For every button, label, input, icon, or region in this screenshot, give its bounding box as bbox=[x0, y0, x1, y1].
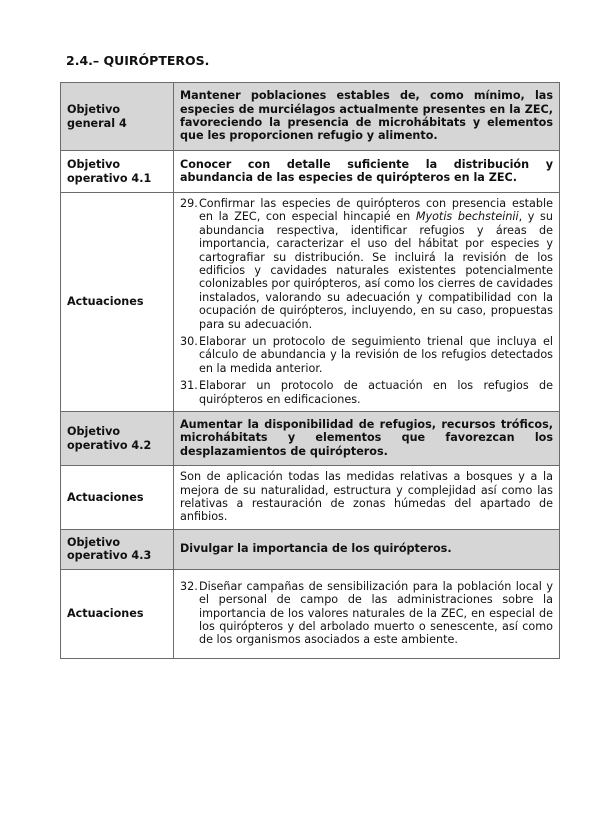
operational-objective-4-1-row bbox=[61, 151, 560, 193]
operational-objective-4-3-label: Objetivo operativo 4.3 bbox=[61, 529, 174, 569]
action-text: Elaborar un protocolo de actuación en los refugios de quirópteros en edificaciones. bbox=[199, 379, 553, 406]
actions-4-2-row bbox=[61, 466, 560, 530]
objectives-table bbox=[60, 82, 560, 659]
action-number: 29. bbox=[180, 197, 198, 210]
action-text-part: Confirmar las especies de quirópteros con presencia estable en la ZEC, con especial hincapié en bbox=[199, 197, 553, 224]
action-number: 30. bbox=[180, 335, 198, 349]
action-text bbox=[199, 197, 553, 331]
species-name: Myotis bechsteinii bbox=[415, 210, 519, 224]
action-item-29 bbox=[180, 197, 553, 331]
actions-4-1-row bbox=[61, 193, 560, 412]
operational-objective-4-3-text: Divulgar la importancia de los quirópteros. bbox=[174, 529, 560, 569]
action-number: 32. bbox=[180, 579, 198, 593]
actions-4-3-content bbox=[174, 569, 560, 658]
actions-4-2-text: Son de aplicación todas las medidas relativas a bosques y a la mejora de su naturalidad, estructura y complejidad así como las relativas a restauración de zonas húmedas del apartado de anfibios. bbox=[174, 466, 560, 530]
section-title: 2.4.– QUIRÓPTEROS. bbox=[66, 53, 210, 68]
general-objective-text: Mantener poblaciones estables de, como mínimo, las especies de murciélagos actualmente presentes en la ZEC, favoreciendo la presencia de microhábitats y elementos que les proporcionen refugio y alimento. bbox=[174, 83, 560, 151]
operational-objective-4-2-label: Objetivo operativo 4.2 bbox=[61, 412, 174, 466]
actions-4-2-label: Actuaciones bbox=[61, 466, 174, 530]
general-objective-row bbox=[61, 83, 560, 151]
operational-objective-4-1-label: Objetivo operativo 4.1 bbox=[61, 151, 174, 193]
actions-4-1-content bbox=[174, 193, 560, 412]
actions-4-3-row bbox=[61, 569, 560, 658]
operational-objective-4-1-text: Conocer con detalle suficiente la distribución y abundancia de las especies de quirópteros en la ZEC. bbox=[174, 151, 560, 193]
actions-4-1-label: Actuaciones bbox=[61, 193, 174, 412]
general-objective-label: Objetivo general 4 bbox=[61, 83, 174, 151]
action-text-part: , y su abundancia respectiva, identificar refugios y áreas de importancia, caracterizar el uso del hábitat por especies y cartografiar su distribución. Se incluirá la revisión de los edificios y cavidades naturales existentes potencialmente colonizables por quirópteros, así como los cierres de cavidades instalados, valorando su adecuación y compatibilidad con la ocupación de quirópteros, incluyendo, en su caso, propuestas para su adecuación. bbox=[199, 210, 553, 331]
action-item-31 bbox=[180, 379, 553, 406]
action-item-30 bbox=[180, 335, 553, 375]
operational-objective-4-3-row bbox=[61, 529, 560, 569]
action-text: Elaborar un protocolo de seguimiento trienal que incluya el cálculo de abundancia y la revisión de los refugios detectados en la medida anterior. bbox=[199, 335, 553, 375]
operational-objective-4-2-text: Aumentar la disponibilidad de refugios, recursos tróficos, microhábitats y elementos que favorezcan los desplazamientos de quirópteros. bbox=[174, 412, 560, 466]
action-item-32 bbox=[180, 580, 553, 647]
action-number: 31. bbox=[180, 379, 198, 393]
operational-objective-4-2-row bbox=[61, 412, 560, 466]
action-text: Diseñar campañas de sensibilización para la población local y el personal de campo de las administraciones sobre la importancia de los valores naturales de la ZEC, en especial de los quirópteros y del arbolado muerto o senescente, así como de los organismos asociados a este ambiente. bbox=[199, 579, 553, 647]
actions-4-3-label: Actuaciones bbox=[61, 569, 174, 658]
